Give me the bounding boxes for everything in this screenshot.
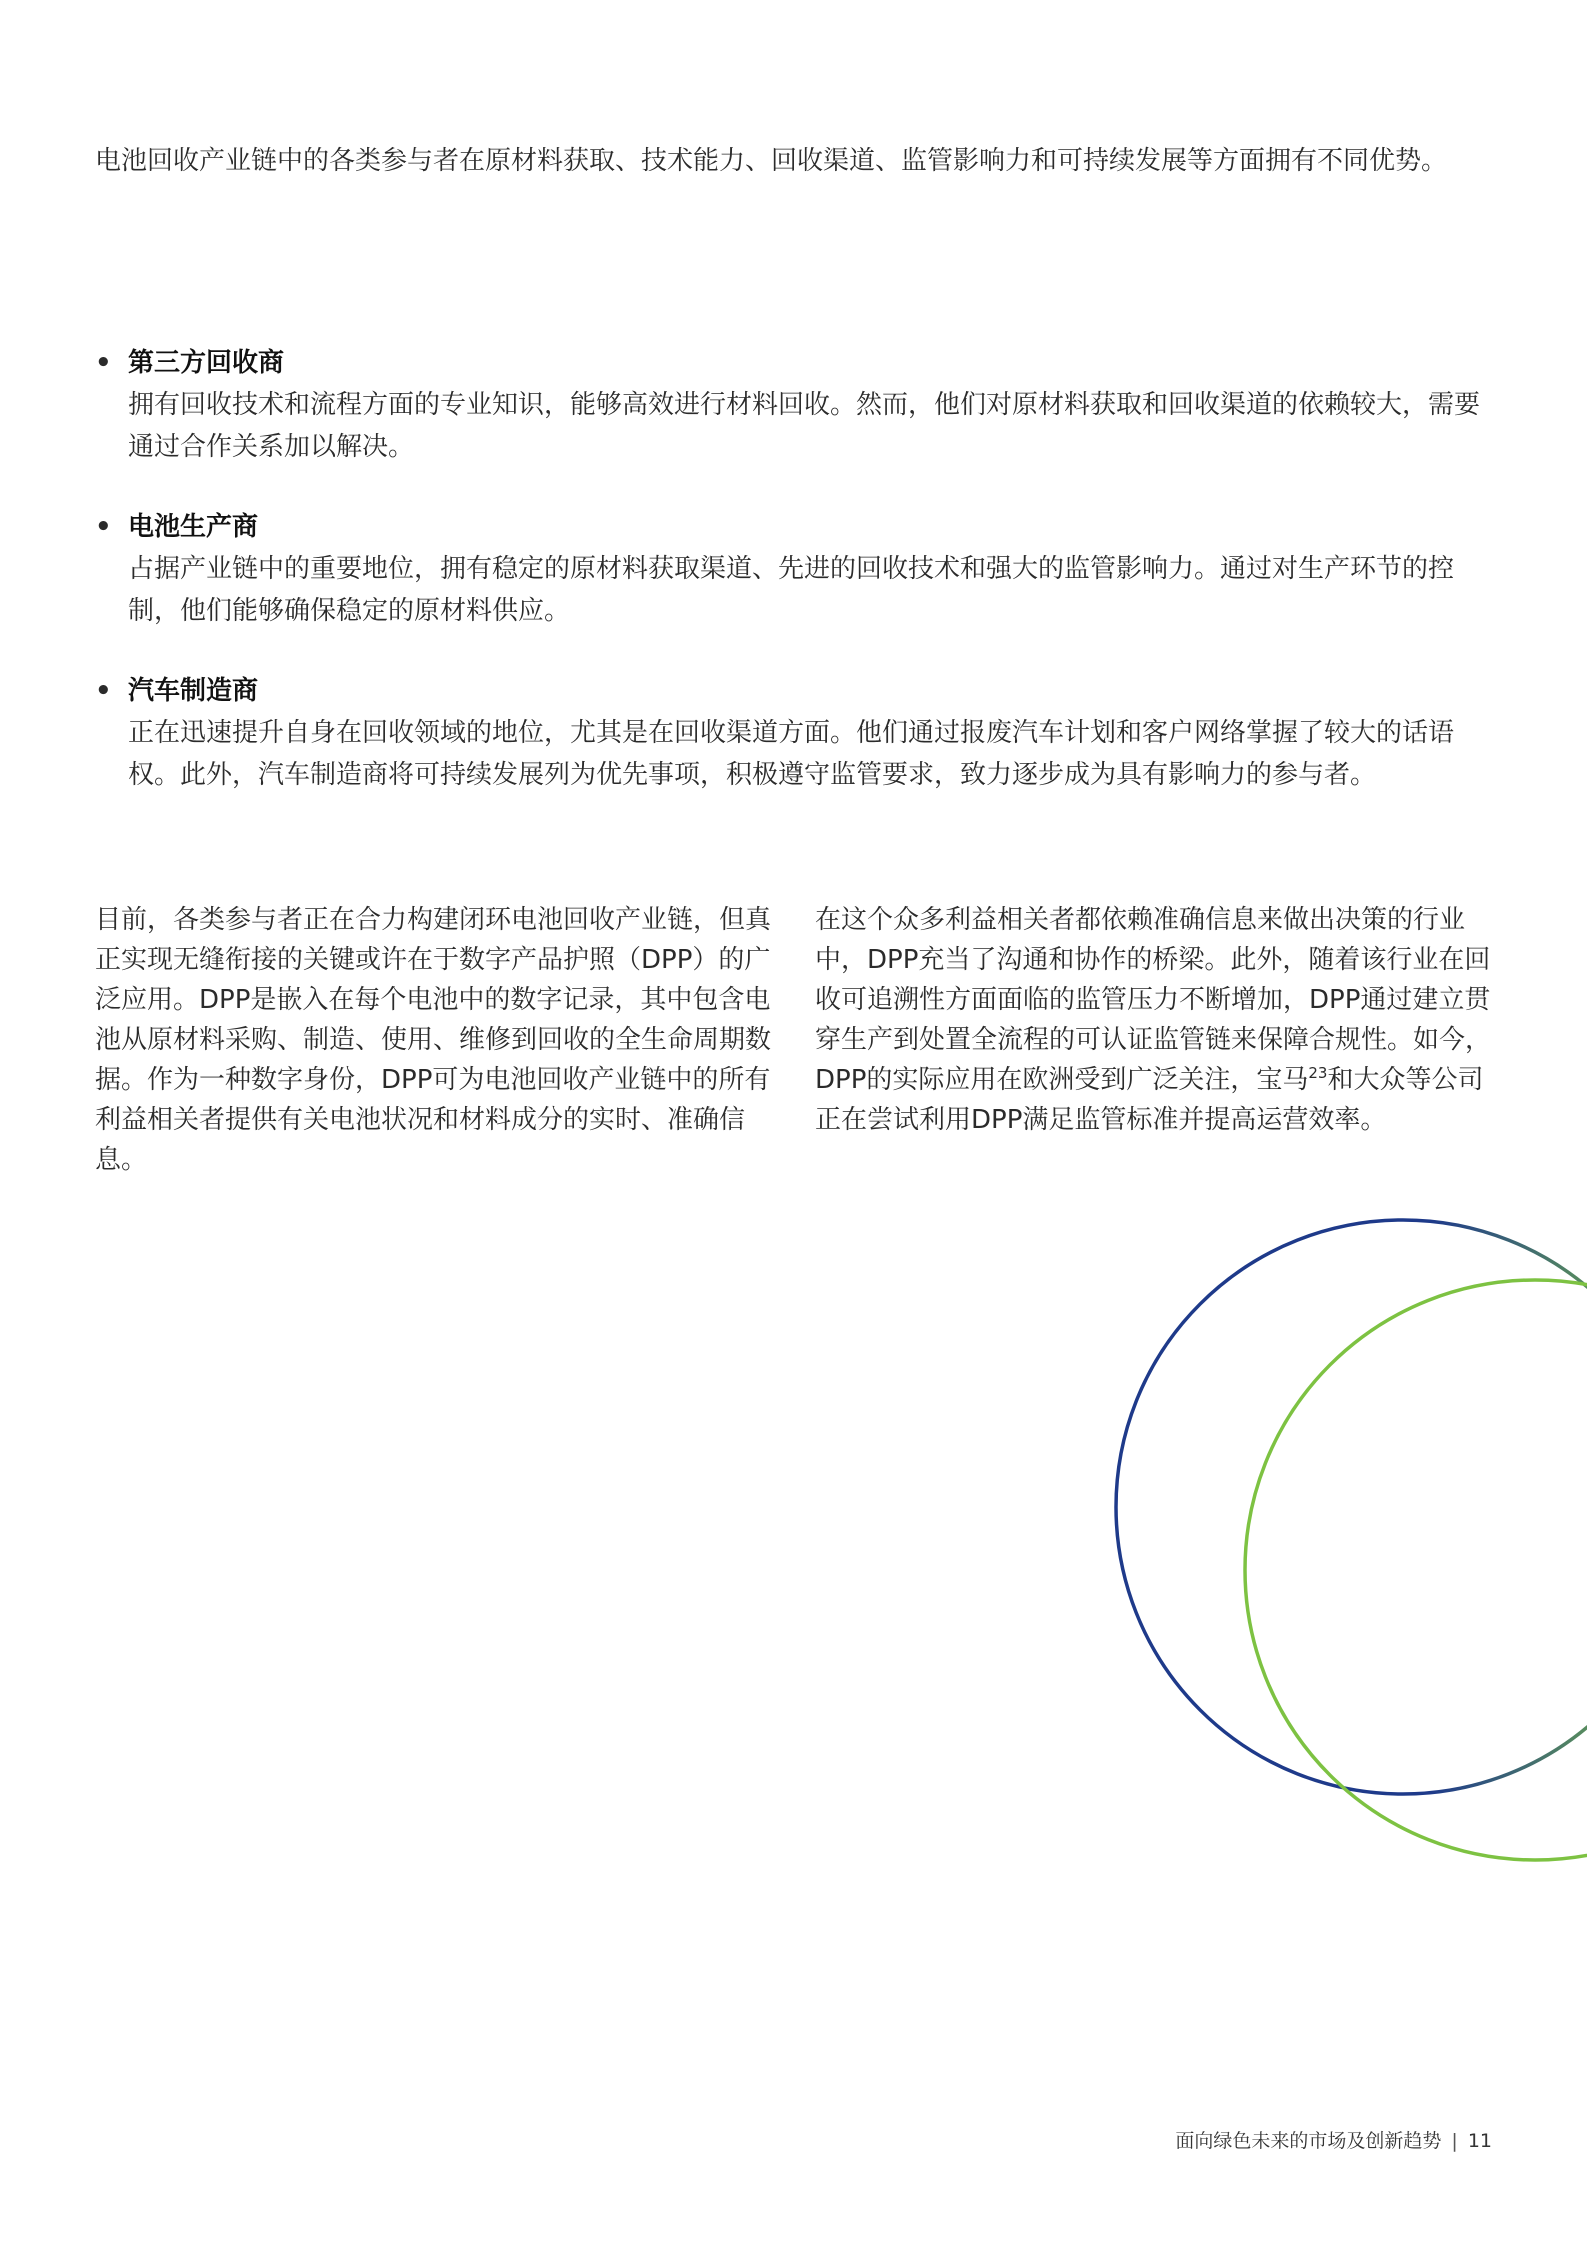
bullet-marker: • — [95, 512, 112, 542]
body-right-column — [815, 900, 1495, 1140]
bullet-description: 正在迅速提升自身在回收领域的地位，尤其是在回收渠道方面。他们通过报废汽车计划和客户网络掌握了较大的话语权。此外，汽车制造商将可持续发展列为优先事项，积极遵守监管要求，致力逐步成为具有影响力的参与者。 — [128, 718, 1455, 790]
page-number: 11 — [1467, 2130, 1492, 2152]
bullet-title: 第三方回收商 — [128, 348, 285, 378]
footnote-reference: 23 — [1308, 1064, 1328, 1082]
participant-list — [95, 342, 1500, 834]
page-footer — [1175, 2128, 1492, 2154]
body-right-text: 在这个众多利益相关者都依赖准确信息来做出决策的行业中，DPP充当了沟通和协作的桥梁。此外，随着该行业在回收可追溯性方面面临的监管压力不断增加，DPP通过建立贯穿生产到处置全流程的可认证监管链来保障合规性。如今，DPP的实际应用在欧洲受到广泛关注，宝马 — [815, 905, 1492, 1095]
list-item — [95, 342, 1500, 468]
decorative-circles — [1080, 1200, 1587, 1940]
bullet-title: 电池生产商 — [128, 512, 259, 542]
bullet-marker: • — [95, 348, 112, 378]
bullet-description: 占据产业链中的重要地位，拥有稳定的原材料获取渠道、先进的回收技术和强大的监管影响力。通过对生产环节的控制，他们能够确保稳定的原材料供应。 — [128, 554, 1455, 626]
list-item — [95, 506, 1500, 632]
bullet-marker: • — [95, 676, 112, 706]
footer-title: 面向绿色未来的市场及创新趋势 — [1175, 2130, 1442, 2152]
body-right-text-continued: 和大众等公司正在尝试利用DPP满足监管标准并提高运营效率。 — [815, 1065, 1484, 1135]
intro-paragraph: 电池回收产业链中的各类参与者在原材料获取、技术能力、回收渠道、监管影响力和可持续发展等方面拥有不同优势。 — [95, 146, 1448, 176]
list-item — [95, 670, 1500, 796]
body-left-column: 目前，各类参与者正在合力构建闭环电池回收产业链，但真正实现无缝衔接的关键或许在于数字产品护照（DPP）的广泛应用。DPP是嵌入在每个电池中的数字记录，其中包含电池从原材料采购、制造、使用、维修到回收的全生命周期数据。作为一种数字身份，DPP可为电池回收产业链中的所有利益相关者提供有关电池状况和材料成分的实时、准确信息。 — [95, 905, 772, 1175]
navy-circle — [1116, 1220, 1587, 1794]
bullet-title: 汽车制造商 — [128, 676, 259, 706]
bullet-description: 拥有回收技术和流程方面的专业知识，能够高效进行材料回收。然而，他们对原材料获取和回收渠道的依赖较大，需要通过合作关系加以解决。 — [128, 390, 1481, 462]
footer-separator: | — [1451, 2130, 1458, 2152]
